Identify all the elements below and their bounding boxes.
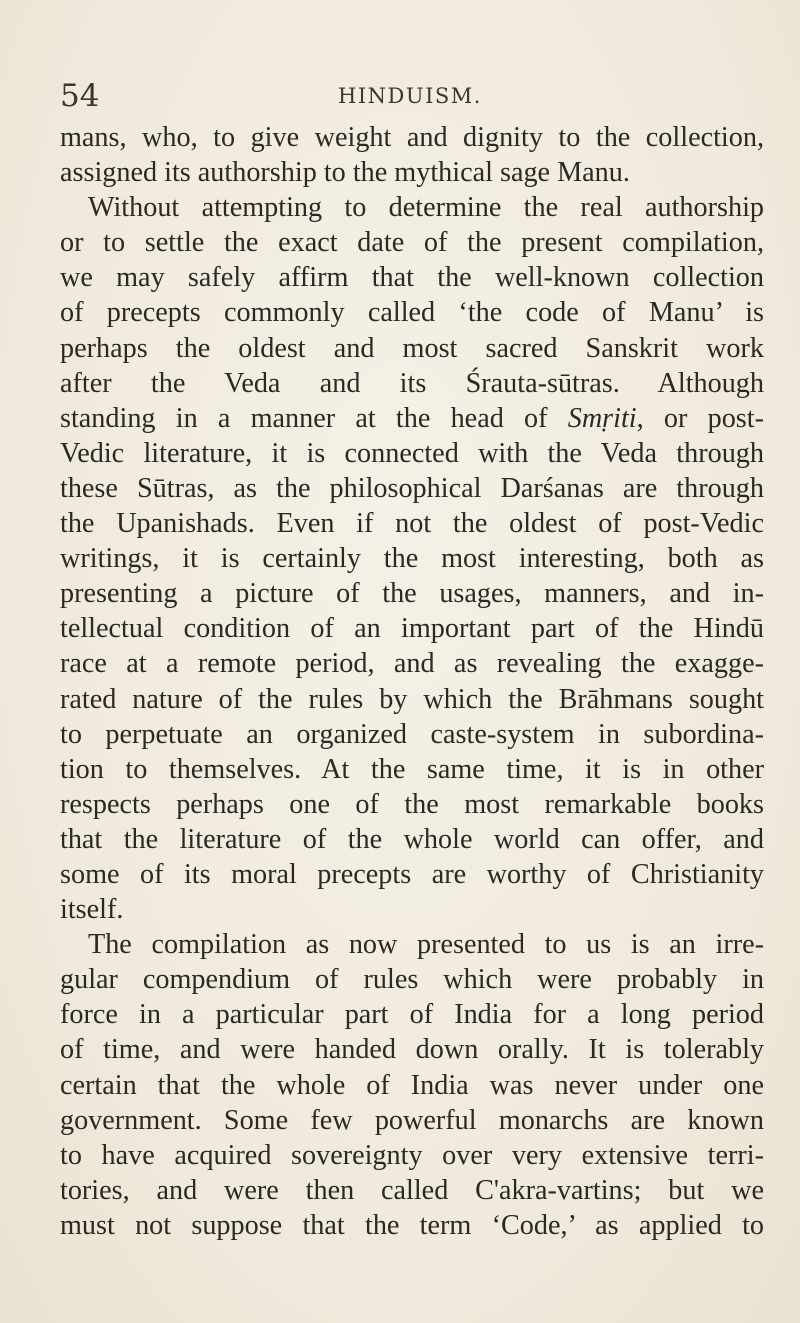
text-line: the Upanishads. Even if not the oldest of post-Vedic xyxy=(60,508,764,540)
text-line: tellectual condition of an important part of the Hindū xyxy=(60,613,764,645)
text-line: we may safely affirm that the well-known collection xyxy=(60,262,764,294)
text-line: Vedic literature, it is connected with the Veda through xyxy=(60,437,764,469)
text-line: government. Some few powerful monarchs are known xyxy=(60,1104,764,1136)
text-line: some of its moral precepts are worthy of Christianity xyxy=(60,858,764,890)
text-line: mans, who, to give weight and dignity to the collection, xyxy=(60,122,764,153)
text-line: The compilation as now presented to us is an irre- xyxy=(88,929,764,961)
text-line: certain that the whole of India was never under one xyxy=(60,1069,764,1101)
text-line: respects perhaps one of the most remarkable books xyxy=(60,788,764,820)
text-line: of precepts commonly called ‘the code of Manu’ is xyxy=(60,297,764,329)
text-line: force in a particular part of India for a long period xyxy=(60,999,764,1031)
italic-term: Smṛiti xyxy=(567,402,637,434)
page-number: 54 xyxy=(60,78,100,114)
text-line: Without attempting to determine the real authorship xyxy=(88,192,764,224)
text-line: itself. xyxy=(60,894,124,926)
text-line: or to settle the exact date of the present compilation, xyxy=(60,227,764,259)
text-line: tion to themselves. At the same time, it is in other xyxy=(60,753,764,785)
text-line: tories, and were then called C'akra-vartins; but we xyxy=(60,1174,764,1206)
text-line: gular compendium of rules which were probably in xyxy=(60,964,764,996)
text-line: writings, it is certainly the most interesting, both as xyxy=(60,543,764,575)
text-line: to have acquired sovereignty over very extensive terri- xyxy=(60,1139,764,1171)
text-line: to perpetuate an organized caste-system in subordina- xyxy=(60,718,764,750)
page-header xyxy=(60,76,760,116)
body-text xyxy=(60,120,764,1243)
text-line: must not suppose that the term ‘Code,’ as applied to xyxy=(60,1209,764,1241)
text-line: after the Veda and its Śrauta-sūtras. Although xyxy=(60,367,764,399)
text-line: race at a remote period, and as revealing the exagge- xyxy=(60,648,764,680)
text-line: of time, and were handed down orally. It is tolerably xyxy=(60,1034,764,1066)
text-line: that the literature of the whole world can offer, and xyxy=(60,823,764,855)
text-line: assigned its authorship to the mythical sage Manu. xyxy=(60,157,630,189)
text-line: presenting a picture of the usages, manners, and in- xyxy=(60,578,764,610)
text-line: perhaps the oldest and most sacred Sanskrit work xyxy=(60,332,764,364)
running-head: HINDUISM. xyxy=(338,84,482,108)
text-line: rated nature of the rules by which the Brāhmans sought xyxy=(60,683,764,715)
text-line: these Sūtras, as the philosophical Darśanas are through xyxy=(60,472,764,504)
text-line: standing in a manner at the head of Smṛiti, or post- xyxy=(60,402,764,434)
